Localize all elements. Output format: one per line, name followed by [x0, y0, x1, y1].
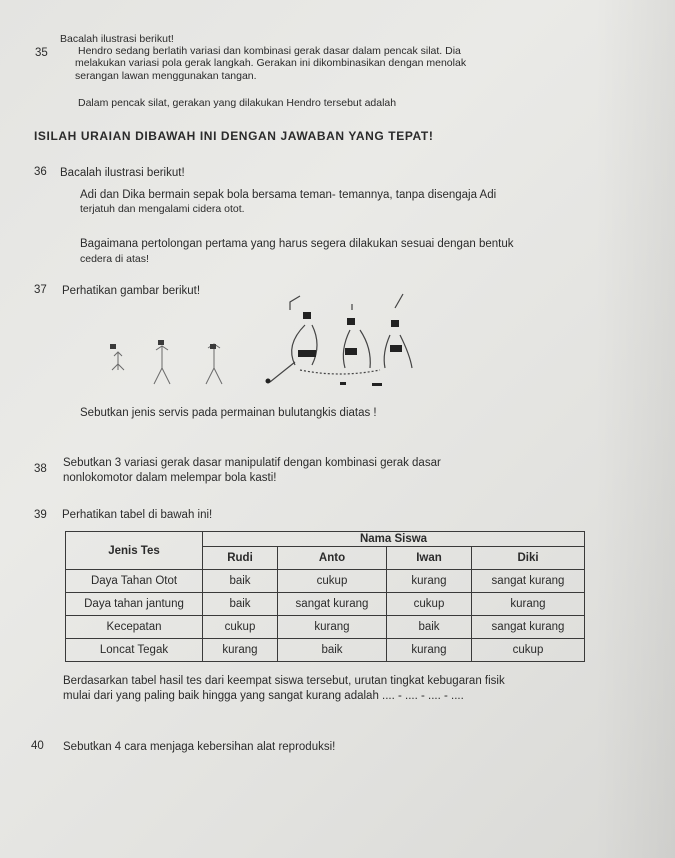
q36-text-line: terjatuh dan mengalami cidera otot. — [80, 203, 245, 215]
score-cell: sangat kurang — [278, 593, 387, 616]
question-number: 40 — [31, 740, 44, 752]
nama-siswa-header: Nama Siswa — [203, 532, 585, 547]
table-row — [66, 616, 585, 639]
score-cell: cukup — [472, 639, 585, 662]
small-figure-heads — [110, 340, 216, 349]
q38-text-line: Sebutkan 3 variasi gerak dasar manipulatif dengan kombinasi gerak dasar — [63, 457, 441, 469]
score-cell: cukup — [387, 593, 472, 616]
player-heads-and-shorts — [266, 312, 403, 386]
test-name-cell: Daya tahan jantung — [66, 593, 203, 616]
score-cell: sangat kurang — [472, 616, 585, 639]
student-header: Rudi — [203, 547, 278, 570]
student-header: Iwan — [387, 547, 472, 570]
q36-question: cedera di atas! — [80, 253, 149, 265]
q36-text-line: Adi dan Dika bermain sepak bola bersama teman- temannya, tanpa disengaja Adi — [80, 189, 497, 201]
table-row — [66, 639, 585, 662]
score-cell: baik — [387, 616, 472, 639]
test-name-cell: Daya Tahan Otot — [66, 570, 203, 593]
q38-text-line: nonlokomotor dalam melempar bola kasti! — [63, 472, 277, 484]
faint-figures — [112, 344, 222, 384]
q35-text-line: melakukan variasi pola gerak langkah. Gerakan ini dikombinasikan dengan menolak — [75, 57, 467, 69]
score-cell: baik — [278, 639, 387, 662]
score-cell: kurang — [472, 593, 585, 616]
score-cell: sangat kurang — [472, 570, 585, 593]
student-header: Diki — [472, 547, 585, 570]
q39-intro: Perhatikan tabel di bawah ini! — [62, 509, 213, 521]
score-cell: kurang — [203, 639, 278, 662]
q35-text-line: serangan lawan menggunakan tangan. — [75, 70, 257, 82]
q37-question: Sebutkan jenis servis pada permainan bulutangkis diatas ! — [80, 407, 377, 419]
score-cell: baik — [203, 570, 278, 593]
score-cell: cukup — [203, 616, 278, 639]
badminton-serve-illustration — [90, 290, 420, 395]
question-number: 39 — [34, 509, 47, 521]
question-number: 36 — [34, 166, 47, 178]
q35-text-line: Hendro sedang berlatih variasi dan kombinasi gerak dasar dalam pencak silat. Dia — [78, 45, 461, 57]
table-header-row — [66, 532, 585, 547]
player-figures — [270, 294, 412, 382]
score-cell: kurang — [278, 616, 387, 639]
question-number: 35 — [35, 47, 48, 59]
jenis-tes-header: Jenis Tes — [66, 532, 203, 570]
q39-question: Berdasarkan tabel hasil tes dari keempat siswa tersebut, urutan tingkat kebugaran fisik — [63, 675, 505, 687]
q35-question: Dalam pencak silat, gerakan yang dilakukan Hendro tersebut adalah — [78, 97, 397, 109]
score-cell: kurang — [387, 639, 472, 662]
question-number: 38 — [34, 463, 47, 475]
q37-intro: Perhatikan gambar berikut! — [62, 285, 201, 297]
section-header: ISILAH URAIAN DIBAWAH INI DENGAN JAWABAN YANG TEPAT! — [34, 129, 434, 143]
student-header: Anto — [278, 547, 387, 570]
test-name-cell: Kecepatan — [66, 616, 203, 639]
test-name-cell: Loncat Tegak — [66, 639, 203, 662]
q36-intro: Bacalah ilustrasi berikut! — [60, 167, 185, 179]
paper-shadow — [595, 0, 675, 858]
q35-intro: Bacalah ilustrasi berikut! — [60, 33, 174, 45]
score-cell: kurang — [387, 570, 472, 593]
score-cell: baik — [203, 593, 278, 616]
q36-question: Bagaimana pertolongan pertama yang harus segera dilakukan sesuai dengan bentuk — [80, 238, 514, 250]
table-row — [66, 593, 585, 616]
q39-question: mulai dari yang paling baik hingga yang sangat kurang adalah .... - .... - .... - .... — [63, 690, 464, 702]
q40-question: Sebutkan 4 cara menjaga kebersihan alat reproduksi! — [63, 741, 336, 753]
fitness-results-table — [65, 531, 585, 662]
table-row — [66, 570, 585, 593]
question-number: 37 — [34, 284, 47, 296]
score-cell: cukup — [278, 570, 387, 593]
